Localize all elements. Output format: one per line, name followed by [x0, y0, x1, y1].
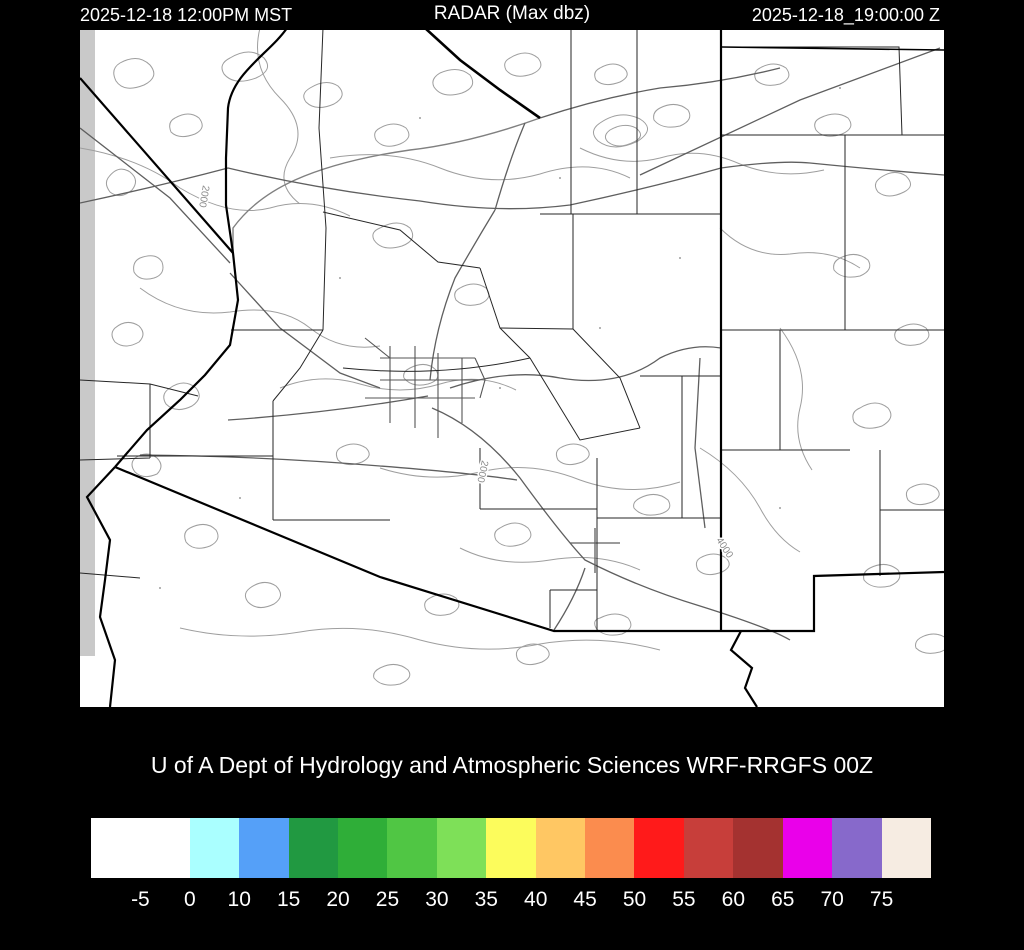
county-lines	[80, 28, 944, 631]
reflectivity-colorbar	[91, 818, 931, 878]
colorbar-segment	[634, 818, 683, 878]
colorbar-tick-label: -5	[131, 888, 150, 911]
contour-label-2000-center: 2000	[474, 459, 490, 484]
colorbar-tick-label: 50	[622, 888, 647, 911]
colorbar-segment	[832, 818, 881, 878]
colorbar-tick-label: 10	[227, 888, 251, 911]
colorbar-segment	[338, 818, 387, 878]
contour-specks	[159, 87, 841, 589]
highway-lines	[80, 48, 944, 640]
colorbar-tick-label: 65	[771, 888, 795, 911]
colorbar-segment	[882, 818, 931, 878]
colorbar-segment	[486, 818, 535, 878]
colorbar-segment	[684, 818, 733, 878]
forecast-map	[80, 28, 944, 707]
valid-time-local: 2025-12-18 12:00PM MST	[80, 5, 293, 25]
colorado-river-canyon	[233, 118, 540, 251]
valid-time-utc: 2025-12-18_19:00:00 Z	[751, 5, 940, 25]
colorbar-tick-label: 70	[820, 888, 844, 911]
state-border-lines	[80, 28, 944, 707]
colorbar-tick-label: 25	[375, 888, 400, 911]
colorbar-segment	[289, 818, 338, 878]
colorbar-segment	[536, 818, 585, 878]
contour-label-4000-southeast: 4000	[713, 535, 735, 561]
colorbar-segment	[733, 818, 782, 878]
contour-label-2000-west: 2000	[196, 184, 211, 209]
colorbar-segment	[783, 818, 832, 878]
colorbar-tick-label: 15	[276, 888, 301, 911]
colorbar-tick-label: 0	[183, 888, 196, 911]
colorbar-tick-label: 40	[524, 888, 548, 911]
credit-line: U of A Dept of Hydrology and Atmospheric Sciences WRF-RRGFS 00Z	[150, 752, 874, 778]
product-title: RADAR (Max dbz)	[433, 3, 591, 24]
colorbar-segment	[437, 818, 486, 878]
map-svg	[80, 28, 944, 707]
colorbar-tick-label: 55	[672, 888, 696, 911]
colorbar-segment	[585, 818, 634, 878]
gray-edge-strip	[80, 28, 95, 656]
colorbar-tick-label: 20	[326, 888, 350, 911]
colorbar-segment	[239, 818, 288, 878]
colorbar-tick-label: 45	[573, 888, 597, 911]
colorbar-tick-label: 60	[721, 888, 746, 911]
colorbar-segment	[387, 818, 436, 878]
colorbar-tick-label: 35	[474, 888, 498, 911]
colorbar-tick-label: 30	[425, 888, 449, 911]
colorbar-segment	[91, 818, 190, 878]
colorbar-tick-labels	[91, 888, 931, 918]
colorbar-tick-label: 75	[869, 888, 894, 911]
colorbar-segment	[190, 818, 239, 878]
